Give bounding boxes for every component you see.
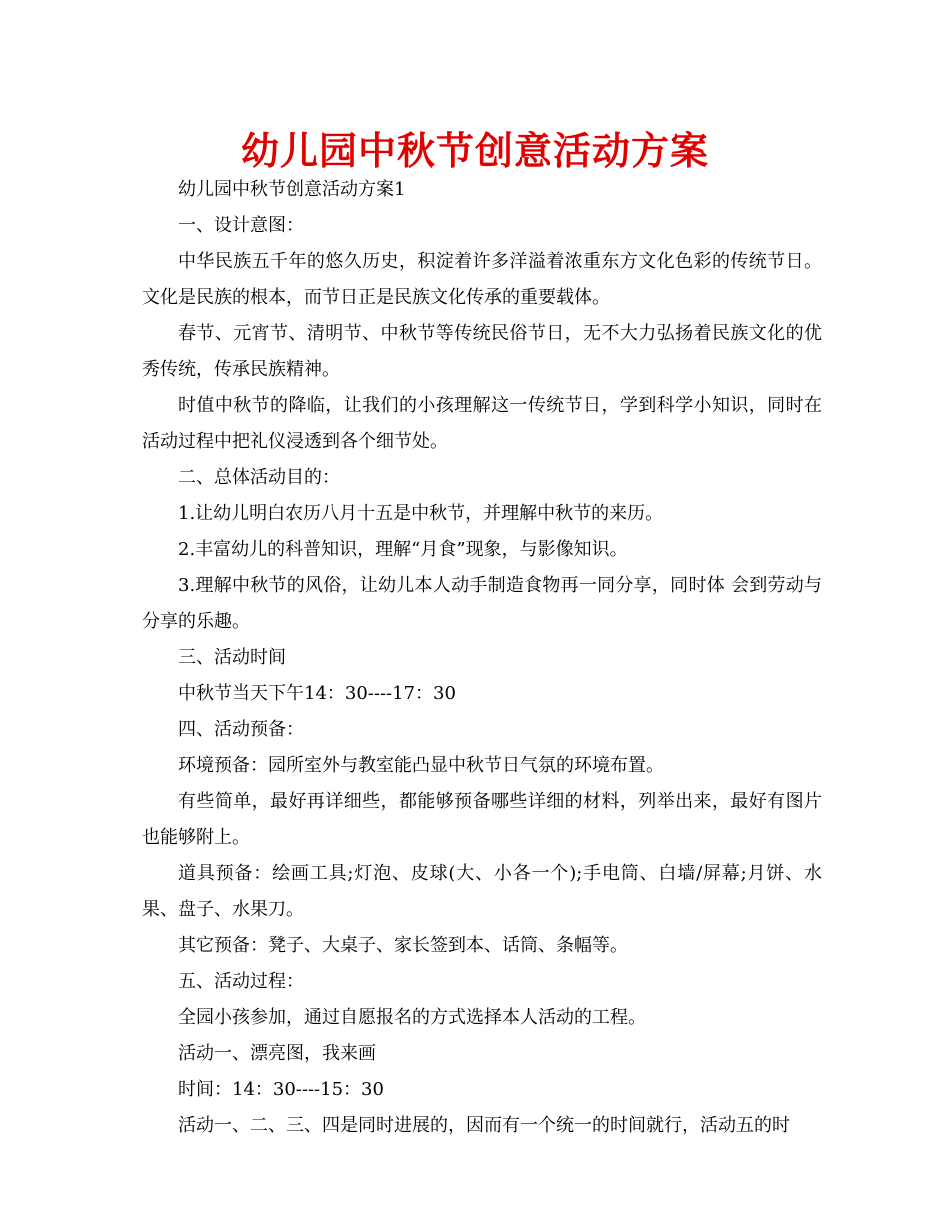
- paragraph: 一、设计意图：: [178, 215, 304, 236]
- paragraph: 时间：14：30----15：30: [178, 1079, 384, 1100]
- paragraph: 3.理解中秋节的风俗，让幼儿本人动手制造食物再一同分享，同时体 会到劳动与分享的乐趣。: [142, 575, 822, 632]
- paragraph: 三、活动时间: [178, 647, 286, 668]
- paragraph: 春节、元宵节、清明节、中秋节等传统民俗节日，无不大力弘扬着民族文化的优秀传统，传承民族精神。: [142, 323, 822, 380]
- paragraph: 五、活动过程：: [178, 971, 304, 992]
- paragraph: 2.丰富幼儿的科普知识，理解“月食”现象，与影像知识。: [178, 539, 628, 560]
- paragraph: 幼儿园中秋节创意活动方案1: [178, 179, 406, 200]
- document-body: [142, 172, 822, 1144]
- paragraph: 环境预备：园所室外与教室能凸显中秋节日气氛的环境布置。: [178, 755, 664, 776]
- document-title: 幼儿园中秋节创意活动方案: [240, 129, 709, 173]
- paragraph: 其它预备：凳子、大桌子、家长签到本、话筒、条幅等。: [178, 935, 628, 956]
- paragraph: 时值中秋节的降临，让我们的小孩理解这一传统节日，学到科学小知识，同时在活动过程中把礼仪浸透到各个细节处。: [142, 395, 822, 452]
- paragraph: 全园小孩参加，通过自愿报名的方式选择本人活动的工程。: [178, 1007, 646, 1028]
- paragraph: 二、总体活动目的：: [178, 467, 340, 488]
- paragraph: 活动一、二、三、四是同时进展的，因而有一个统一的时间就行，活动五的时: [178, 1115, 790, 1136]
- paragraph: 中秋节当天下午14：30----17：30: [178, 683, 456, 704]
- paragraph: 中华民族五千年的悠久历史，积淀着许多洋溢着浓重东方文化色彩的传统节日。文化是民族的根本，而节日正是民族文化传承的重要载体。: [142, 251, 822, 308]
- paragraph: 活动一、漂亮图，我来画: [178, 1043, 376, 1064]
- paragraph: 有些简单，最好再详细些，都能够预备哪些详细的材料，列举出来，最好有图片也能够附上。: [142, 791, 822, 848]
- paragraph: 1.让幼儿明白农历八月十五是中秋节，并理解中秋节的来历。: [178, 503, 664, 524]
- paragraph: 四、活动预备：: [178, 719, 304, 740]
- paragraph: 道具预备：绘画工具;灯泡、皮球(大、小各一个);手电筒、白墙/屏幕;月饼、水果、盘子、水果刀。: [142, 863, 822, 920]
